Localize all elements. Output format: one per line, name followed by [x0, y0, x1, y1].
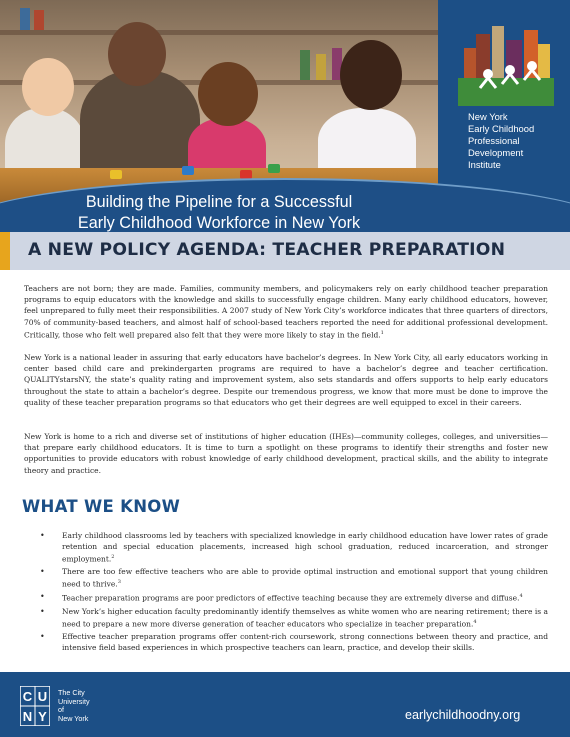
- header-photo: [0, 0, 438, 205]
- banner-title: [0, 192, 438, 232]
- cuny-line: New York: [58, 713, 89, 723]
- list-item: [40, 591, 548, 604]
- brand-line: Professional: [468, 135, 520, 146]
- list-item: [40, 566, 548, 590]
- brand-line: Development: [468, 147, 524, 158]
- svg-text:Y: Y: [38, 709, 47, 724]
- book: [300, 50, 310, 80]
- teacher-head: [108, 22, 166, 86]
- book: [34, 10, 44, 30]
- section-title: A NEW POLICY AGENDA: TEACHER PREPARATION: [28, 240, 506, 260]
- cuny-line: The City: [58, 688, 85, 697]
- what-we-know-list: [40, 530, 548, 654]
- footnote-marker: 3: [117, 579, 121, 586]
- child-boy-head: [22, 58, 74, 116]
- toy-block: [110, 170, 122, 179]
- cuny-name: [58, 689, 90, 723]
- paragraph-text: New York is home to a rich and diverse set of institutions of higher education (IHEs)—community colleges, colleges, and universities—that prepare early childhood educators. It is time to turn a spotlight on these programs to identify their strengths and foster new opportunities to provide educators with robust knowledge of early childhood development, practical skills, and the ability to integrate theory and practice.: [24, 432, 548, 475]
- paragraph-ihes: [24, 431, 548, 476]
- banner-title-line2: Early Childhood Workforce in New York: [77, 214, 361, 232]
- toy-block: [268, 164, 280, 173]
- section-title-bar: [0, 232, 570, 270]
- brand-line: Early Childhood: [468, 123, 535, 134]
- list-item: [40, 530, 548, 565]
- paragraph-nys-leader: [24, 352, 548, 408]
- website-link[interactable]: earlychildhoodny.org: [405, 708, 521, 722]
- section-accent: [0, 232, 10, 270]
- cuny-line: University: [58, 696, 90, 706]
- cuny-line: of: [58, 705, 64, 715]
- brand-name: [468, 111, 564, 171]
- child-girl-pink-head: [198, 62, 258, 126]
- brand-line: New York: [468, 111, 508, 122]
- footnote-marker: 4: [519, 593, 523, 600]
- bullet-text: Teacher preparation programs are poor predictors of effective teaching because they are extremely diverse and diffuse.: [62, 593, 520, 603]
- svg-text:N: N: [22, 709, 33, 724]
- bullet-text: There are too few effective teachers who are able to provide optimal instruction and emotional support that young children need to thrive.: [62, 567, 548, 589]
- banner-title-line1: Building the Pipeline for a Successful: [85, 193, 353, 211]
- book: [316, 54, 326, 80]
- bullet-text: New York’s higher education faculty predominantly identify themselves as white women who are nearing retirement; there is a need to prepare a new more diverse generation of teacher educators who specialize in teacher preparation.: [62, 606, 548, 629]
- svg-text:U: U: [37, 689, 48, 704]
- list-item: [40, 606, 548, 630]
- footnote-marker: 1: [380, 329, 384, 336]
- svg-text:C: C: [22, 689, 33, 704]
- bullet-text: Early childhood classrooms led by teachers with specialized knowledge in early childhood education have lower rates of grade retention and special education placements, increased high school graduation, reduced incarceration, and stronger employment.: [62, 531, 548, 564]
- footnote-marker: 4: [473, 618, 477, 625]
- list-item: [40, 631, 548, 653]
- footnote-marker: 2: [111, 554, 115, 561]
- paragraph-text: Teachers are not born; they are made. Families, community members, and policymakers rely on early childhood teacher preparation programs to equip educators with the knowledge and skills to successfully engage children. Many early childhood educators, however, feel unprepared to fully meet their responsibilities. A 2007 study of New York City’s workforce indicates that three quarters of directors, 70% of community-based teachers, and almost half of school-based teachers reported the need for additional professional development. Critically, those who felt well prepared also felt that they were more likely to stay in the field.: [24, 284, 548, 340]
- nyec-pdi-logo: [458, 22, 554, 106]
- paragraph-text: New York is a national leader in assuring that early educators have bachelor’s degrees. In New York City, all early educators working in center based child care and prekindergarten programs are required to have a bachelor’s degree and teacher certification. QUALITYstarsNY, the state’s quality rating and improvement system, also sets standards and offers supports to help early educators throughout the state to attain a bachelor’s degree. Despite our tremendous progress, we know that more must be done to improve the quality of these teacher preparation programs so that educators who get their degrees are well equipped to excel in their careers.: [24, 353, 548, 407]
- bookshelf: [0, 30, 438, 35]
- toy-block: [182, 166, 194, 175]
- what-we-know-heading: WHAT WE KNOW: [22, 497, 181, 516]
- bullet-text: Effective teacher preparation programs offer content-rich coursework, strong connections between theory and practice, and intensive field based experiences in which prospective teachers can learn, practice, and develop their skills.: [62, 631, 548, 652]
- footer: [0, 672, 570, 737]
- cuny-logo: [20, 686, 50, 726]
- header: [0, 0, 570, 232]
- brand-line: Institute: [468, 159, 501, 170]
- teacher: [80, 70, 200, 180]
- book: [20, 8, 30, 30]
- child-girl-white-head: [340, 40, 402, 110]
- intro-paragraph: [24, 283, 548, 341]
